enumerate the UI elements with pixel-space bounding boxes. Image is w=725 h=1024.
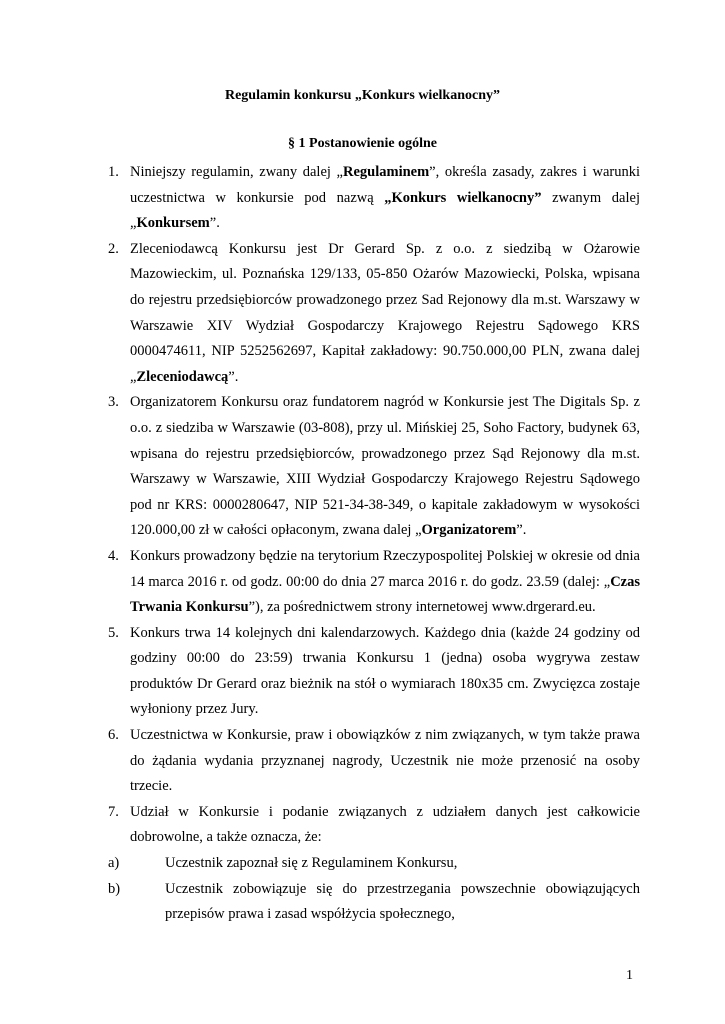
item-number: 5. (108, 624, 119, 641)
item-text: Niniejszy regulamin, zwany dalej „Regulaminem”, określa zasady, zakres i warunki uczestnictwa w konkursie pod nazwą „Konkurs wielkanocny” zwanym dalej „Konkursem”. (130, 164, 640, 232)
list-item-6 (108, 723, 640, 800)
item-number: 1. (108, 164, 119, 180)
page-number: 1 (626, 968, 633, 983)
sub-item-label: b) (108, 880, 121, 897)
sub-item-text: Uczestnik zapoznał się z Regulaminem Konkursu, (165, 855, 458, 872)
sub-item-label: a) (108, 855, 120, 872)
item-number: 6. (108, 727, 119, 744)
item-text: Udział w Konkursie i podanie związanych z udziałem danych jest całkowicie dobrowolne, a także oznacza, że: (130, 803, 640, 846)
item-text: Konkurs trwa 14 kolejnych dni kalendarzowych. Każdego dnia (każde 24 godziny od godziny 00:00 do 23:59) trwania Konkursu 1 (jedna) osoba wygrywa zestaw produktów Dr Gerard oraz bieżnik na stół o wymiarach 180x35 cm. Zwycięzca zostaje wyłoniony przez Jury. (130, 624, 640, 718)
list-item-1 (108, 160, 640, 237)
section-heading: § 1 Postanowienie ogólne (288, 136, 437, 151)
list-item-5 (108, 621, 640, 723)
list-item-3 (108, 390, 640, 544)
item-number: 7. (108, 803, 119, 820)
sub-item-a (108, 851, 640, 877)
list-item-2 (108, 237, 640, 391)
item-text: Organizatorem Konkursu oraz fundatorem nagród w Konkursie jest The Digitals Sp. z o.o. z siedziba w Warszawie (03-808), przy ul. Mińskiej 25, Soho Factory, budynek 63, wpisana do rejestru przedsiębiorców, prowadzonego przez Sąd Rejonowy dla m.st. Warszawy w Warszawie, XIII Wydział Gospodarczy Krajowego Rejestru Sądowego pod nr KRS: 0000280647, NIP 521-34-38-349, o kapitale zakładowym w wysokości 120.000,00 zł w całości opłaconym, zwana dalej „Organizatorem”. (130, 394, 640, 539)
item-text: Konkurs prowadzony będzie na terytorium Rzeczypospolitej Polskiej w okresie od dnia 14 marca 2016 r. od godz. 00:00 do dnia 27 marca 2016 r. do godz. 23.59 (dalej: „Czas Trwania Konkursu”), za pośrednictwem strony internetowej www.drgerard.eu. (130, 547, 640, 616)
sub-item-text: Uczestnik zobowiązuje się do przestrzegania powszechnie obowiązujących przepisów prawa i zasad współżycia społecznego, (165, 880, 640, 923)
document-title: Regulamin konkursu „Konkurs wielkanocny” (224, 88, 501, 103)
item-number: 4. (108, 547, 119, 564)
item-number: 2. (108, 240, 119, 257)
sub-item-b (108, 877, 640, 928)
list-item-7 (108, 800, 640, 928)
provisions-list (108, 160, 640, 928)
item-number: 3. (108, 394, 119, 411)
item-text: Zleceniodawcą Konkursu jest Dr Gerard Sp. z o.o. z siedzibą w Ożarowie Mazowieckim, ul. Poznańska 129/133, 05-850 Ożarów Mazowiecki, Polska, wpisana do rejestru przedsiębiorców prowadzonego przez Sad Rejonowy dla m.st. Warszawy w Warszawie XIV Wydział Gospodarczy Krajowego Rejestru Sądowego KRS 0000474611, NIP 5252562697, Kapitał zakładowy: 90.750.000,00 PLN, zwana dalej „Zleceniodawcą”. (130, 240, 640, 385)
list-item-4 (108, 544, 640, 621)
item-text: Uczestnictwa w Konkursie, praw i obowiązków z nim związanych, w tym także prawa do żądania wydania przyznanej nagrody, Uczestnik nie może przenosić na osoby trzecie. (130, 727, 640, 795)
